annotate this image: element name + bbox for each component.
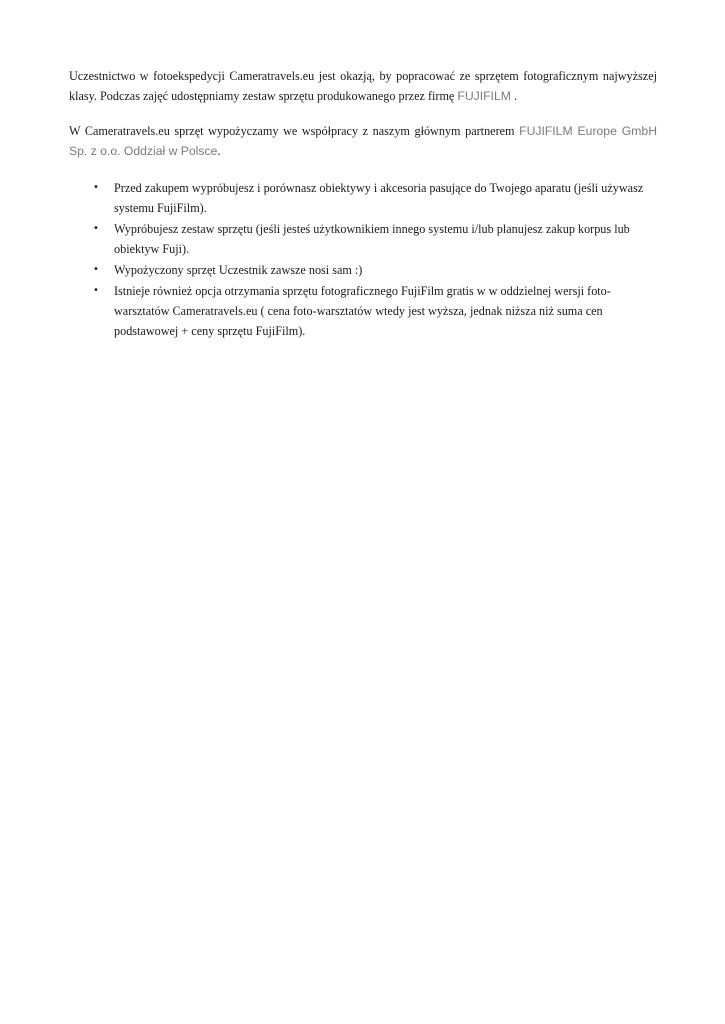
list-item-text: Przed zakupem wypróbujesz i porównasz obiektywy i akcesoria pasujące do Twojego aparatu (jeśli używasz systemu FujiFilm).	[114, 181, 644, 215]
list-item	[93, 281, 657, 341]
partner-text: W Cameratravels.eu sprzęt wypożyczamy we współpracy z naszym głównym partnerem	[69, 124, 515, 138]
fujifilm-partner-link[interactable]: FUJIFILM Europe GmbH Sp. z o.o. Oddział w Polsce	[69, 124, 657, 158]
document-body	[69, 66, 657, 342]
list-item	[93, 178, 657, 218]
intro-text: Uczestnictwo w fotoekspedycji Cameratravels.eu jest okazją, by popracować ze sprzętem fotograficznym najwyższej klasy. Podczas zajęć udostępniamy zestaw sprzętu produkowanego przez firmę	[69, 69, 657, 103]
bullet-icon: •	[93, 285, 99, 296]
bullet-icon: •	[93, 264, 99, 275]
list-item-text: Istnieje również opcja otrzymania sprzętu fotograficznego FujiFilm gratis w w oddzielnej wersji foto-warsztatów Cameratravels.eu ( cena foto-warsztatów wtedy jest wyższa, jednak niższa niż suma cen podstawowej + ceny sprzętu FujiFilm).	[114, 284, 611, 338]
intro-end: .	[510, 89, 517, 103]
benefits-list	[69, 178, 657, 341]
list-item	[93, 260, 657, 280]
list-item-text: Wypróbujesz zestaw sprzętu (jeśli jesteś użytkownikiem innego systemu i/lub planujesz zakup korpus lub obiektyw Fuji).	[114, 222, 630, 256]
partner-end: .	[217, 144, 221, 158]
list-item-text: Wypożyczony sprzęt Uczestnik zawsze nosi sam :)	[114, 263, 363, 277]
fujifilm-link[interactable]: FUJIFILM	[457, 89, 511, 103]
bullet-icon: •	[93, 223, 99, 234]
partner-paragraph	[69, 121, 657, 161]
bullet-icon: •	[93, 182, 99, 193]
intro-paragraph	[69, 66, 657, 106]
list-item	[93, 219, 657, 259]
